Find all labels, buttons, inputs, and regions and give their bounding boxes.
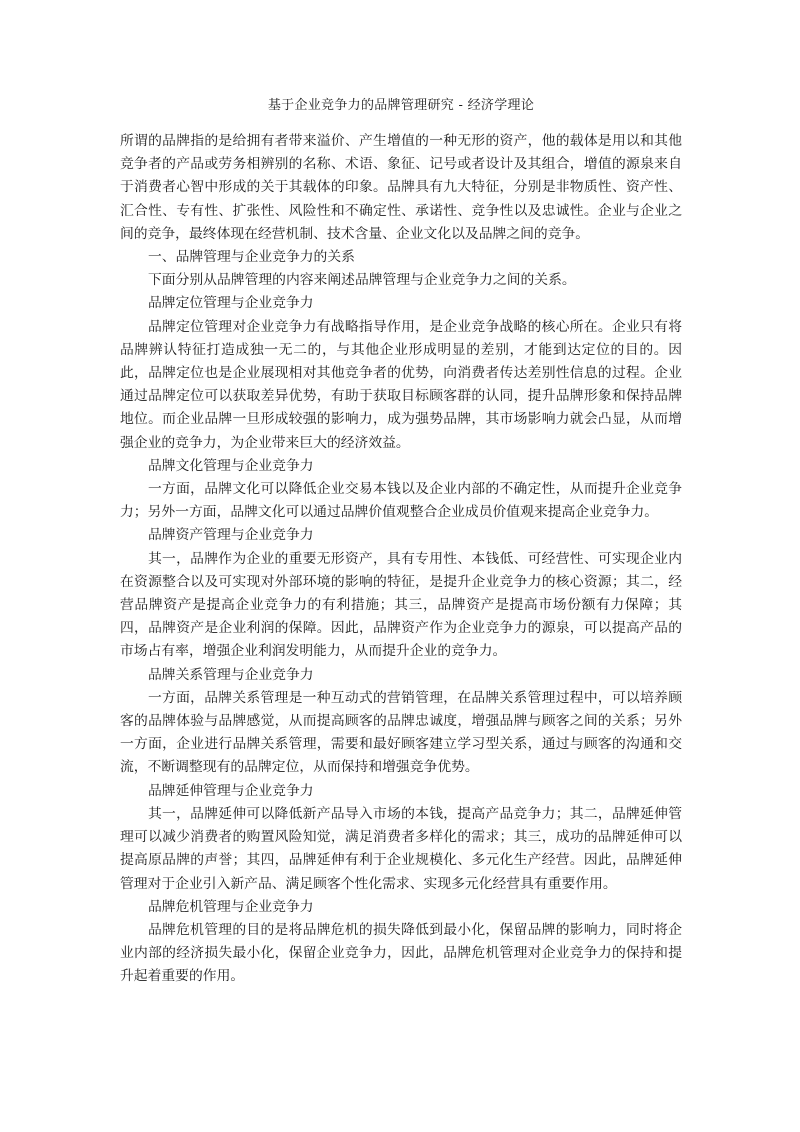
subsection-body-positioning: 品牌定位管理对企业竞争力有战略指导作用，是企业竞争战略的核心所在。企业只有将品牌辨认特征打造成独一无二的，与其他企业形成明显的差别，才能到达定位的目的。因此，品牌定位也是企业展现相对其他竞争者的优势，向消费者传达差别性信息的过程。企业通过品牌定位可以获取差异优势，有助于获取目标顾客群的认同，提升品牌形象和保持品牌地位。而企业品牌一旦形成较强的影响力，成为强势品牌，其市场影响力就会凸显，从而增强企业的竞争力，为企业带来巨大的经济效益。 (120, 318, 682, 451)
subsection-body-culture: 一方面，品牌文化可以降低企业交易本钱以及企业内部的不确定性，从而提升企业竞争力；另外一方面，品牌文化可以通过品牌价值观整合企业成员价值观来提高企业竞争力。 (120, 481, 682, 521)
section-heading: 一、品牌管理与企业竞争力的关系 (148, 249, 355, 266)
document-title: 基于企业竞争力的品牌管理研究 - 经济学理论 (267, 98, 535, 113)
subsection-heading-culture: 品牌文化管理与企业竞争力 (148, 457, 314, 474)
subsection-body-crisis: 品牌危机管理的目的是将品牌危机的损失降低到最小化，保留品牌的影响力，同时将企业内部的经济损失最小化，保留企业竞争力，因此，品牌危机管理对企业竞争力的保持和提升起着重要的作用。 (120, 921, 682, 985)
subsection-body-extension: 其一，品牌延伸可以降低新产品导入市场的本钱，提高产品竞争力；其二，品牌延伸管理可以减少消费者的购置风险知觉，满足消费者多样化的需求；其三，成功的品牌延伸可以提高原品牌的声誉；其四，品牌延伸有利于企业规模化、多元化生产经营。因此，品牌延伸管理对于企业引入新产品、满足顾客个性化需求、实现多元化经营具有重要作用。 (120, 805, 682, 892)
section-lead-paragraph: 下面分别从品牌管理的内容来阐述品牌管理与企业竞争力之间的关系。 (148, 272, 576, 289)
subsection-heading-relationship: 品牌关系管理与企业竞争力 (148, 666, 314, 683)
subsection-heading-assets: 品牌资产管理与企业竞争力 (148, 527, 314, 544)
subsection-heading-extension: 品牌延伸管理与企业竞争力 (148, 782, 314, 799)
subsection-heading-positioning: 品牌定位管理与企业竞争力 (148, 295, 314, 312)
document-page (120, 96, 682, 989)
subsection-body-assets: 其一，品牌作为企业的重要无形资产，具有专用性、本钱低、可经营性、可实现企业内在资源整合以及可实现对外部环境的影响的特征，是提升企业竞争力的核心资源；其二，经营品牌资产是提高企业竞争力的有利措施；其三，品牌资产是提高市场份额有力保障；其四，品牌资产是企业利润的保障。因此，品牌资产作为企业竞争力的源泉，可以提高产品的市场占有率，增强企业利润发明能力，从而提升企业的竞争力。 (120, 550, 682, 660)
subsection-heading-crisis: 品牌危机管理与企业竞争力 (148, 898, 314, 915)
intro-paragraph: 所谓的品牌指的是给拥有者带来溢价、产生增值的一种无形的资产，他的载体是用以和其他竞争者的产品或劳务相辨别的名称、术语、象征、记号或者设计及其组合，增值的源泉来自于消费者心智中形成的关于其载体的印象。品牌具有九大特征，分别是非物质性、资产性、汇合性、专有性、扩张性、风险性和不确定性、承诺性、竞争性以及忠诚性。企业与企业之间的竞争，最终体现在经营机制、技术含量、企业文化以及品牌之间的竞争。 (120, 133, 682, 242)
subsection-body-relationship: 一方面，品牌关系管理是一种互动式的营销管理，在品牌关系管理过程中，可以培养顾客的品牌体验与品牌感觉，从而提高顾客的品牌忠诚度，增强品牌与顾客之间的关系；另外一方面，企业进行品牌关系管理，需要和最好顾客建立学习型关系，通过与顾客的沟通和交流，不断调整现有的品牌定位，从而保持和增强竞争优势。 (120, 689, 682, 776)
